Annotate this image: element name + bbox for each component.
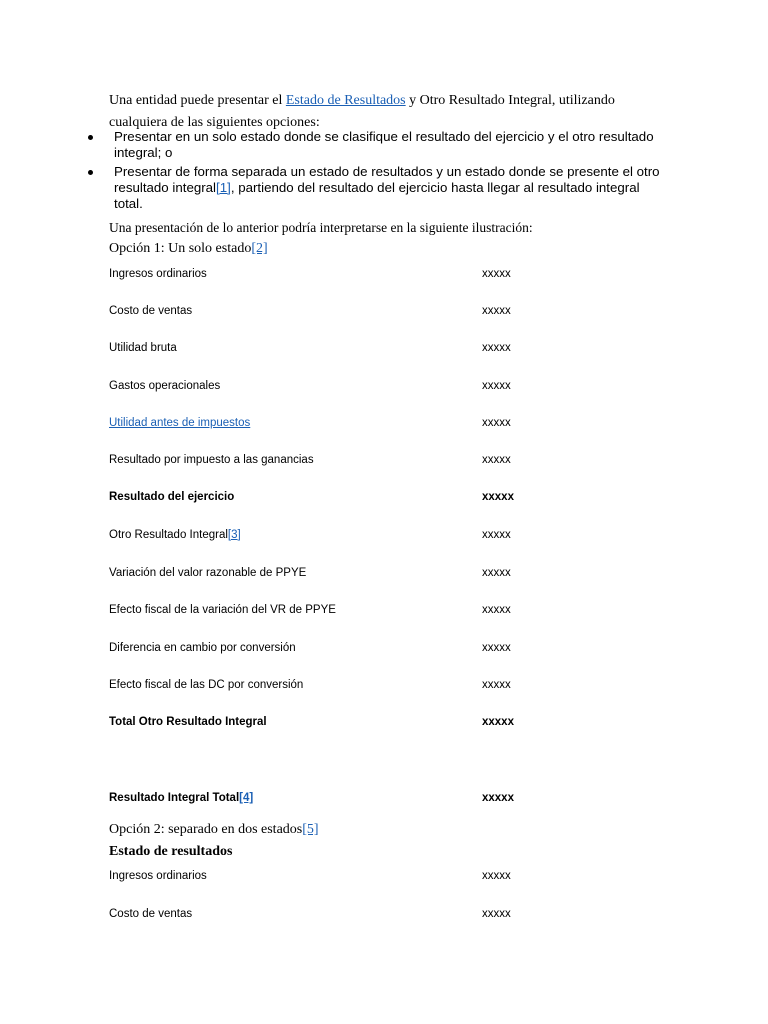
table-row <box>109 265 569 283</box>
row-label-text: Diferencia en cambio por conversión <box>109 642 296 654</box>
list-item <box>88 129 668 161</box>
row-value: xxxxx <box>482 454 511 466</box>
row-label <box>109 377 220 395</box>
row-label <box>109 601 336 619</box>
row-value: xxxxx <box>482 908 511 920</box>
intro-text-before: Una entidad puede presentar el <box>109 93 286 108</box>
row-label-link[interactable]: Utilidad antes de impuestos <box>109 417 251 429</box>
table-row <box>109 377 569 395</box>
table-row <box>109 639 569 657</box>
table-row <box>109 339 569 357</box>
row-label <box>109 564 306 582</box>
row-label <box>109 713 267 731</box>
row-label-text: Resultado Integral Total <box>109 792 240 804</box>
row-label-text: Ingresos ordinarios <box>109 268 207 280</box>
row-value: xxxxx <box>482 716 514 728</box>
row-label-text: Ingresos ordinarios <box>109 870 207 882</box>
bullet-text: Presentar de forma separada un estado de resultados y un estado donde se presente el otro resultado integral <box>114 164 660 195</box>
option2-subtitle: Estado de resultados <box>109 844 233 859</box>
bullet-text-after: , partiendo del resultado del ejercicio hasta llegar al resultado integral total. <box>114 180 640 211</box>
row-value: xxxxx <box>482 305 511 317</box>
option1-title <box>109 240 268 258</box>
footnote-ref[interactable]: [4] <box>239 792 254 804</box>
row-label-text: Costo de ventas <box>109 305 193 317</box>
table-row <box>109 526 569 544</box>
row-value: xxxxx <box>482 380 511 392</box>
row-label <box>109 905 192 923</box>
row-value: xxxxx <box>482 529 511 541</box>
footnote-ref-5[interactable]: [5] <box>302 822 319 837</box>
row-value: xxxxx <box>482 491 514 503</box>
row-value: xxxxx <box>482 870 511 882</box>
intro-text-after: y Otro Resultado Integral, utilizando cualquiera de las siguientes opciones: <box>109 93 615 130</box>
table-row <box>109 713 569 731</box>
row-label-text: Otro Resultado Integral <box>109 529 228 541</box>
bullet-text: Presentar en un solo estado donde se clasifique el resultado del ejercicio y el otro resultado integral; o <box>114 129 654 160</box>
row-label <box>109 526 241 544</box>
row-value: xxxxx <box>482 604 511 616</box>
table-row <box>109 867 569 885</box>
row-value: xxxxx <box>482 642 511 654</box>
row-value: xxxxx <box>482 342 511 354</box>
row-label <box>109 414 250 432</box>
row-label <box>109 639 296 657</box>
table-row <box>109 676 569 694</box>
footnote-ref-2[interactable]: [2] <box>251 241 268 256</box>
option2-title <box>109 821 319 839</box>
row-label <box>109 265 207 283</box>
list-item <box>88 164 668 212</box>
bullet-icon <box>88 170 93 175</box>
illustration-intro: Una presentación de lo anterior podría interpretarse en la siguiente ilustración: <box>109 220 533 235</box>
row-label-text: Total Otro Resultado Integral <box>109 716 267 728</box>
footnote-ref-1[interactable]: [1] <box>216 180 231 195</box>
table-row <box>109 601 569 619</box>
row-label-text: Efecto fiscal de las DC por conversión <box>109 679 304 691</box>
row-label-text: Costo de ventas <box>109 908 193 920</box>
option1-title-text: Opción 1: Un solo estado <box>109 241 252 256</box>
row-label-text: Resultado del ejercicio <box>109 491 235 503</box>
row-label-text: Gastos operacionales <box>109 380 221 392</box>
table-row <box>109 488 569 506</box>
table-row <box>109 302 569 320</box>
row-value: xxxxx <box>482 679 511 691</box>
row-value: xxxxx <box>482 268 511 280</box>
options-list <box>88 129 668 215</box>
table-row <box>109 789 569 807</box>
row-label <box>109 339 177 357</box>
table-row <box>109 905 569 923</box>
option2-title-text: Opción 2: separado en dos estados <box>109 822 303 837</box>
row-label <box>109 302 192 320</box>
footnote-ref[interactable]: [3] <box>227 529 241 541</box>
row-label-text: Resultado por impuesto a las ganancias <box>109 454 314 466</box>
row-label <box>109 676 303 694</box>
bullet-icon <box>88 135 93 140</box>
row-label-text: Utilidad bruta <box>109 342 177 354</box>
table-row <box>109 564 569 582</box>
table-row <box>109 451 569 469</box>
row-label <box>109 789 253 807</box>
row-label-text: Variación del valor razonable de PPYE <box>109 567 307 579</box>
row-value: xxxxx <box>482 417 511 429</box>
row-label <box>109 488 234 506</box>
row-label <box>109 867 207 885</box>
estado-de-resultados-link[interactable]: Estado de Resultados <box>285 93 406 108</box>
row-label <box>109 451 314 469</box>
intro-paragraph <box>109 90 669 134</box>
table-row <box>109 414 569 432</box>
row-label-text: Efecto fiscal de la variación del VR de PPYE <box>109 604 336 616</box>
row-value: xxxxx <box>482 567 511 579</box>
row-value: xxxxx <box>482 792 514 804</box>
